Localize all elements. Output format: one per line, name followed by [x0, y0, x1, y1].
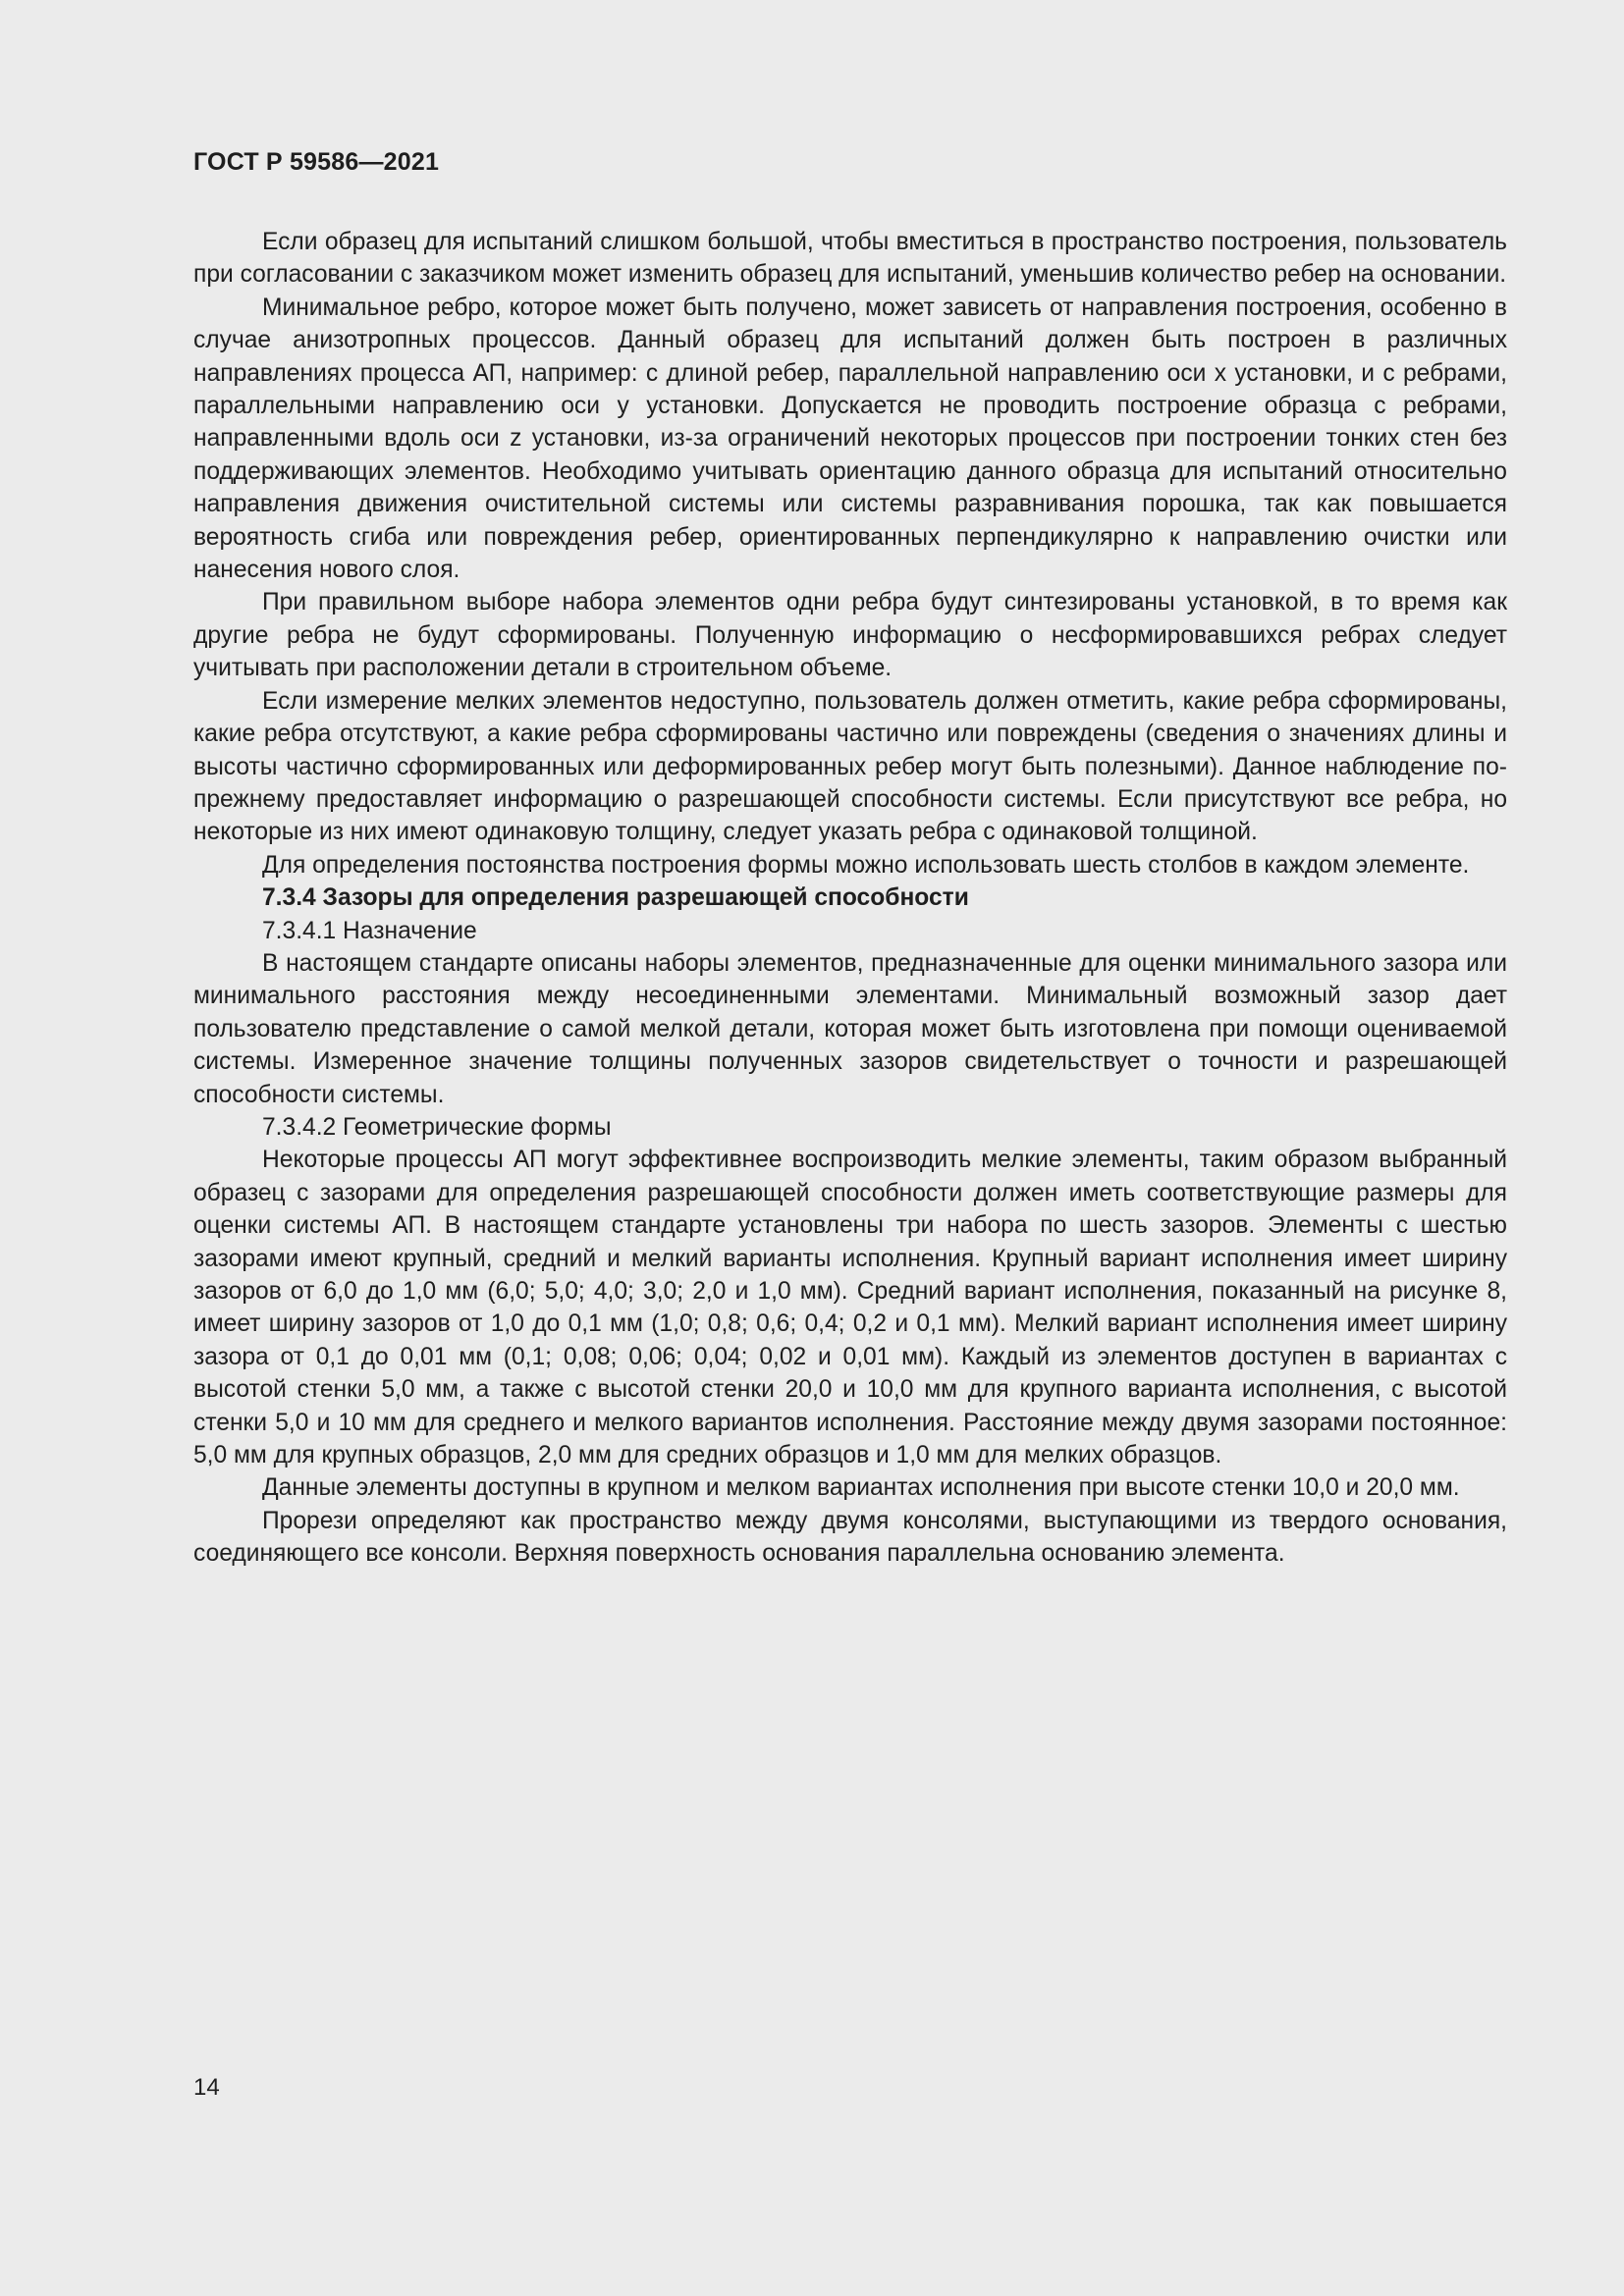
document-header: ГОСТ Р 59586—2021 — [193, 148, 440, 176]
paragraph: Данные элементы доступны в крупном и мелком вариантах исполнения при высоте стенки 10,0 и 20,0 мм. — [262, 1474, 1460, 1502]
subsection-heading: 7.3.4.2 Геометрические формы — [262, 1113, 612, 1141]
paragraph: Некоторые процессы АП могут эффективнее воспроизводить мелкие элементы, таким образом выбранный образец с зазорами для определения разрешающей способности должен иметь соответствующие размеры для оценки системы АП. В настоящем стандарте установлены три набора по шесть зазоров. Элементы с шестью зазорами имеют крупный, средний и мелкий варианты исполнения. Крупный вариант исполнения имеет ширину зазоров от 6,0 до 1,0 мм (6,0; 5,0; 4,0; 3,0; 2,0 и 1,0 мм). Средний вариант исполнения, показанный на рисунке 8, имеет ширину зазоров от 1,0 до 0,1 мм (1,0; 0,8; 0,6; 0,4; 0,2 и 0,1 мм). Мелкий вариант исполнения имеет ширину зазора от 0,1 до 0,01 мм (0,1; 0,08; 0,06; 0,04; 0,02 и 0,01 мм). Каждый из элементов доступен в вариантах с высотой стенки 5,0 мм, а также с высотой стенки 20,0 и 10,0 мм для крупного варианта исполнения, с высотой стенки 5,0 и 10 мм для среднего и мелкого вариантов исполнения. Расстояние между двумя зазорами постоянное: 5,0 мм для крупных образцов, 2,0 мм для средних образцов и 1,0 мм для мелких образцов. — [193, 1147, 1507, 1469]
paragraph: Если образец для испытаний слишком большой, чтобы вместиться в пространство построения, пользователь при согласовании с заказчиком может изменить образец для испытаний, уменьшив количество ребер на основании. — [193, 229, 1507, 289]
paragraph: В настоящем стандарте описаны наборы элементов, предназначенные для оценки минимального зазора или минимального расстояния между несоединенными элементами. Минимальный возможный зазор дает пользователю представление о самой мелкой детали, которая может быть изготовлена при помощи оцениваемой системы. Измеренное значение толщины полученных зазоров свидетельствует о точности и разрешающей способности системы. — [193, 949, 1507, 1108]
paragraph: Минимальное ребро, которое может быть получено, может зависеть от направления построения, особенно в случае анизотропных процессов. Данный образец для испытаний должен быть построен в различных направлениях процесса АП, например: с длиной ребер, параллельной направлению оси x установки, и с ребрами, параллельными направлению оси y установки. Допускается не проводить построение образца с ребрами, направленными вдоль оси z установки, из-за ограничений некоторых процессов при построении тонких стен без поддерживающих элементов. Необходимо учитывать ориентацию данного образца для испытаний относительно направления движения очистительной системы или системы разравнивания порошка, так как повышается вероятность сгиба или повреждения ребер, ориентированных перпендикулярно к направлению очистки или нанесения нового слоя. — [193, 294, 1507, 584]
paragraph: Прорези определяют как пространство между двумя консолями, выступающими из твердого основания, соединяющего все консоли. Верхняя поверхность основания параллельна основанию элемента. — [193, 1507, 1507, 1568]
page-number: 14 — [193, 2074, 220, 2101]
subsection-heading: 7.3.4.1 Назначение — [262, 917, 477, 944]
paragraph: Для определения постоянства построения формы можно использовать шесть столбов в каждом элементе. — [262, 851, 1470, 879]
document-body — [193, 226, 1507, 1571]
paragraph: Если измерение мелких элементов недоступно, пользователь должен отметить, какие ребра сформированы, какие ребра отсутствуют, а какие ребра сформированы частично или повреждены (сведения о значениях длины и высоты частично сформированных или деформированных ребер могут быть полезными). Данное наблюдение по-прежнему предоставляет информацию о разрешающей способности системы. Если присутствуют все ребра, но некоторые из них имеют одинаковую толщину, следует указать ребра с одинаковой толщиной. — [193, 687, 1507, 846]
section-heading: 7.3.4 Зазоры для определения разрешающей способности — [262, 884, 969, 912]
paragraph: При правильном выборе набора элементов одни ребра будут синтезированы установкой, в то время как другие ребра не будут сформированы. Полученную информацию о несформировавшихся ребрах следует учитывать при расположении детали в строительном объеме. — [193, 589, 1507, 682]
